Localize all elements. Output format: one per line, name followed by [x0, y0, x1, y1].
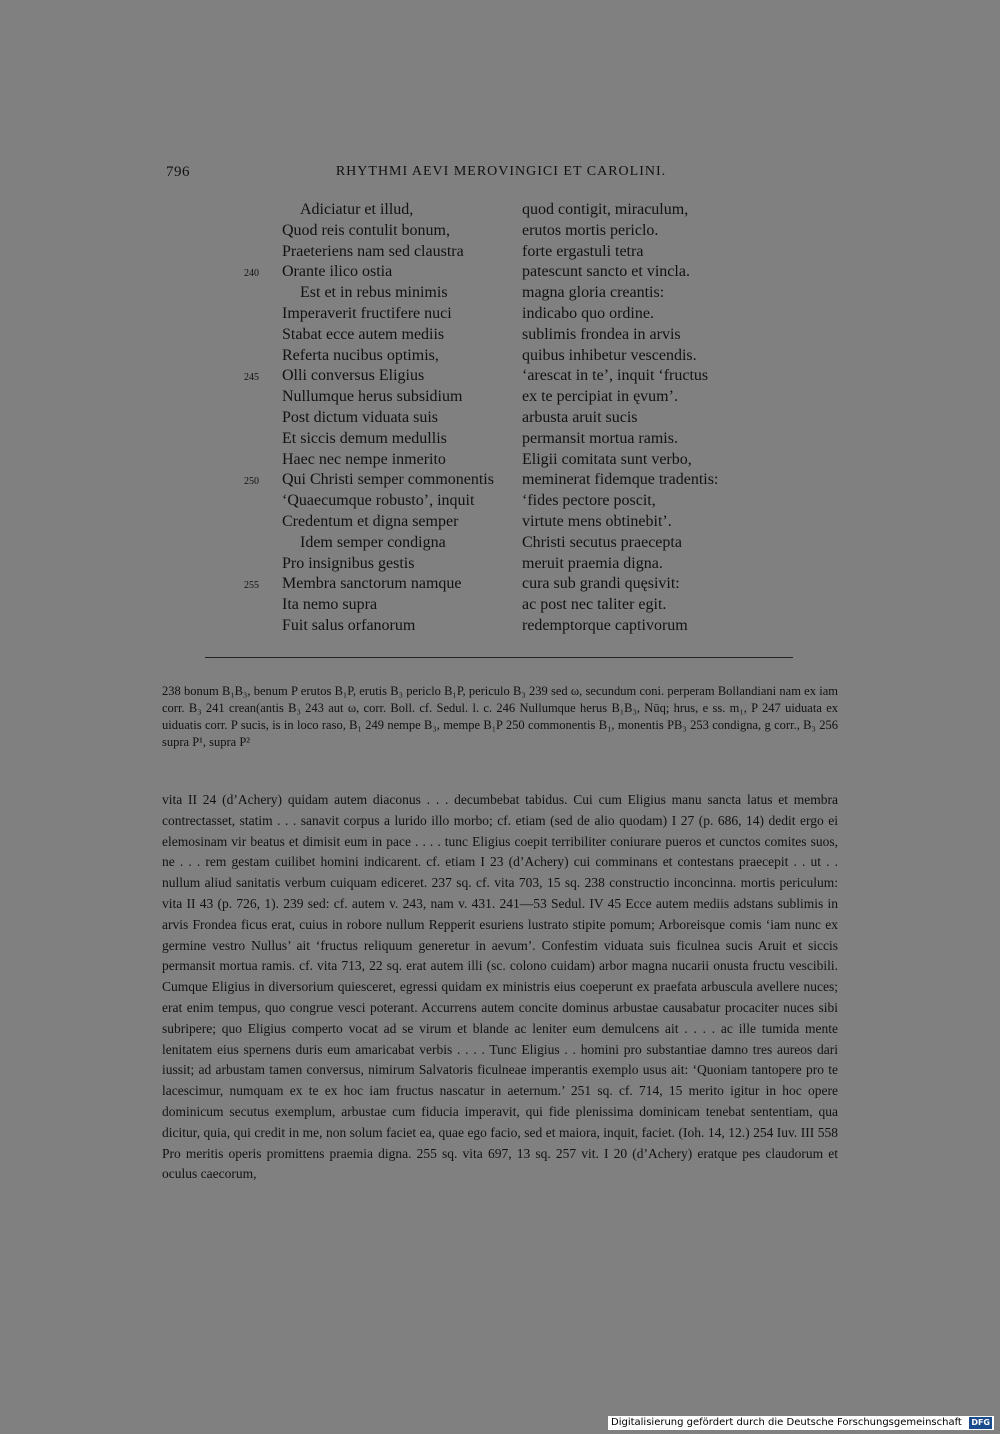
verse-first-half: Membra sanctorum namque [282, 575, 462, 593]
verse-second-half: sublimis frondea in arvis [522, 325, 681, 343]
verse-second-half: ex te percipiat in ęvum’. [522, 388, 678, 406]
verse-second-half: ac post nec taliter egit. [522, 596, 667, 614]
verse-second-half: permansit mortua ramis. [522, 429, 678, 447]
verse-first-half: Qui Christi semper commonentis [282, 471, 494, 489]
verse-second-half: virtute mens obtinebit’. [522, 512, 672, 530]
verse-second-half: redemptorque captivorum [522, 616, 688, 634]
line-number: 255 [244, 580, 259, 592]
verse-first-half: Pro insignibus gestis [282, 554, 415, 572]
verse-line [200, 574, 800, 595]
verse-second-half: ‘fides pectore poscit, [522, 492, 656, 510]
line-number: 250 [244, 476, 259, 488]
verse-line [200, 616, 800, 637]
page-header [166, 164, 836, 186]
verse-line [200, 366, 800, 387]
verse-first-half: Post dictum viduata suis [282, 408, 438, 426]
verse-second-half: forte ergastuli tetra [522, 242, 644, 260]
verse-line [200, 283, 800, 304]
verse-first-half: Haec nec nempe inmerito [282, 450, 446, 468]
verse-second-half: erutos mortis periclo. [522, 221, 659, 239]
verse-first-half: Olli conversus Eligius [282, 367, 425, 385]
poem-verses [200, 200, 800, 637]
verse-line [200, 595, 800, 616]
verse-line [200, 408, 800, 429]
verse-first-half: Est et in rebus minimis [300, 284, 448, 302]
verse-line [200, 470, 800, 491]
verse-line [200, 304, 800, 325]
verse-second-half: meruit praemia digna. [522, 554, 663, 572]
verse-second-half: Eligii comitata sunt verbo, [522, 450, 692, 468]
verse-line [200, 262, 800, 283]
dfg-logo: DFG [971, 1418, 990, 1427]
commentary-paragraph: vita II 24 (d’Achery) quidam autem diaconus . . . decumbebat tabidus. Cui cum Eligius manu sancta latus et membra contrectasset, statim . . . sanavit corpus a lurido illo morbo; cf. etiam (sed de alio quodam) I 27 (p. 686, 14) dedit ergo ei elemosinam vir beatus et dimisit eum in pace . . . . tunc Eligius coepit terribiliter coniurare pueros et cunctos comites suos, ne . . . rem gestam cuilibet homini indicarent. cf. etiam I 23 (d’Achery) cui comminans et contestans praecepit . . ut . . nullum aliud sanitatis verbum cuiquam ediceret. 237 sq. cf. vita 703, 15 sq. 238 constructio inconcinna. mortis periculum: vita II 43 (p. 726, 1). 239 sed: cf. autem v. 243, nam v. 431. 241—53 Sedul. IV 45 Ecce autem mediis adstans sublimis in arvis Frondea ficus erat, cuius in robore nullum Repperit esuriens lustrato stipite pomum; Arboreisque comis ‘iam nunc ex germine vestro Nullus’ ait ‘fructus reliquum generetur in aevum’. Confestim viduata suis ficulnea sucis Aruit et siccis permansit mortua ramis. cf. vita 713, 22 sq. erat autem illi (sc. colono cuidam) arbor magna nucarii onusta fructu vescibili. Cumque Eligius in diversorium quiesceret, egressi quidam ex ministris eius coeperunt ex praefata arbuscula avellere nuces; erat enim tempus, quo congrue vesci poterant. Accurrens autem concite dominus arbustae causabatur procaciter nuces sibi subripere; quo Eligius comperto vocat ad se virum et blande ac leniter eum demulcens ait . . . . ac ille tumida mente lenitatem eius spernens duris eum amaricabat verbis . . . . Tunc Eligius . . homini pro substantiae damno tres aureos dari iussit; ad arbustam tamen conversus, nimirum Salvatoris ficulneae imperantis exemplo usus ait: ‘Quoniam tantopere pro te lacescimur, numquam ex te ex hoc iam fructus nascatur in aeternum.’ 251 sq. cf. 714, 15 merito igitur in hoc opere dominicum secutus exemplum, arbustae cum fiducia imperavit, qui fide plenissima dominicam tenebat sententiam, qua dicitur, quia, qui credit in me, non solum faciet ea, quae ego facio, sed et maiora, inquit, faciet. (Ioh. 14, 12.) 254 Iuv. III 558 Pro meritis operis promittens praemia digna. 255 sq. vita 697, 13 sq. 257 vit. I 20 (d’Achery) eratque pes claudorum et oculus caecorum, [162, 792, 838, 1182]
verse-line [200, 346, 800, 367]
verse-line [200, 533, 800, 554]
verse-first-half: Credentum et digna semper [282, 512, 459, 530]
verse-line [200, 491, 800, 512]
verse-first-half: ‘Quaecumque robusto’, inquit [282, 492, 475, 510]
verse-second-half: ‘arescat in te’, inquit ‘fructus [522, 367, 709, 385]
verse-line [200, 200, 800, 221]
verse-second-half: quibus inhibetur vescendis. [522, 346, 697, 364]
verse-line [200, 242, 800, 263]
verse-line [200, 554, 800, 575]
verse-line [200, 512, 800, 533]
verse-second-half: indicabo quo ordine. [522, 304, 654, 322]
page-number: 796 [166, 164, 190, 180]
verse-first-half: Ita nemo supra [282, 596, 378, 614]
apparatus-paragraph: 238 bonum B₁B₃, benum P erutos B₁P, erutis B₃ periclo B₁P, periculo B₃ 239 sed ω, secundum coni. perperam Bollandiani nam ex iam corr. B₃ 241 crean(antis B₃ 243 aut ω, corr. Boll. cf. Sedul. l. c. 246 Nullumque herus B₁B₃, Nūq; hrus, e ss. m₁, P 247 uiduata ex uiduatis corr. P sucis, is in loco raso, B₁ 249 nempe B₃, mempe B₁P 250 commonentis B₁, monentis PB₃ 253 condigna, g corr., B₃ 256 supra P¹, supra P² [162, 684, 838, 749]
verse-second-half: meminerat fidemque tradentis: [522, 471, 719, 489]
verse-first-half: Praeteriens nam sed claustra [282, 242, 464, 260]
footnote-divider [205, 657, 793, 659]
verse-line [200, 450, 800, 471]
line-number: 245 [244, 372, 259, 384]
verse-first-half: Et siccis demum medullis [282, 429, 447, 447]
verse-first-half: Adiciatur et illud, [300, 201, 414, 218]
funding-footer [608, 1416, 994, 1430]
verse-second-half: Christi secutus praecepta [522, 533, 682, 551]
critical-apparatus [162, 683, 838, 751]
verse-second-half: quod contigit, miraculum, [522, 201, 689, 218]
verse-line [200, 325, 800, 346]
commentary [162, 790, 838, 1185]
verse-second-half: patescunt sancto et vincla. [522, 263, 690, 281]
verse-first-half: Nullumque herus subsidium [282, 388, 463, 406]
line-number: 240 [244, 268, 259, 280]
verse-line [200, 429, 800, 450]
verse-first-half: Stabat ecce autem mediis [282, 325, 445, 343]
funding-text: Digitalisierung gefördert durch die Deutsche Forschungsgemeinschaft [611, 1417, 962, 1428]
verse-first-half: Idem semper condigna [300, 533, 446, 551]
verse-line [200, 221, 800, 242]
verse-line [200, 387, 800, 408]
verse-first-half: Quod reis contulit bonum, [282, 221, 450, 239]
verse-first-half: Referta nucibus optimis, [282, 346, 439, 364]
verse-second-half: cura sub grandi quęsivit: [522, 575, 680, 593]
verse-first-half: Orante ilico ostia [282, 263, 393, 281]
verse-second-half: arbusta aruit sucis [522, 408, 638, 426]
verse-first-half: Imperaverit fructifere nuci [282, 304, 452, 322]
verse-second-half: magna gloria creantis: [522, 284, 665, 302]
running-title: RHYTHMI AEVI MEROVINGICI ET CAROLINI. [335, 164, 667, 179]
verse-first-half: Fuit salus orfanorum [282, 616, 416, 634]
